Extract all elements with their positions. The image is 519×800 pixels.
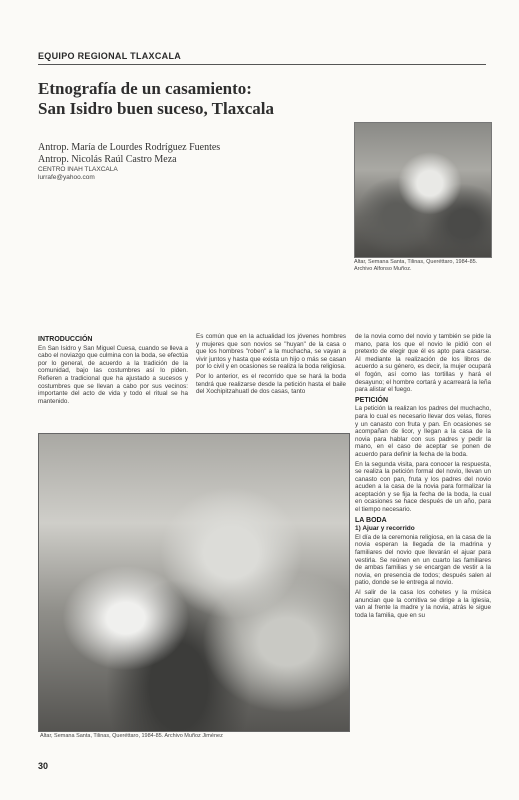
heading-introduccion: INTRODUCCIÓN [38,336,93,343]
subheading-ajuar: 1) Ajuar y recorrido [355,525,415,533]
paragraph: de la novia como del novio y también se pide la mano, para los que el novio le pidió con el pretexto de elegir que él es apto para casarse. Al mediante la realización de los libros de acuerdo a su género, es decir, la mujer ocupará el fogón, así como las tortillas y hará el desayuno; el hombre cortará y acarreará la leña para alistar el fuego. [355,333,491,394]
photo-main-caption: Altar, Semana Santa, Tilinas, Queréttaro, 1984-85. Archivo Muñoz Jiménez [40,733,223,739]
heading-la-boda: LA BODA [355,516,387,524]
column-1 [38,333,188,407]
paragraph: En la segunda visita, para conocer la respuesta, se realiza la petición formal del novio, llevan un canasto con pan, fruta y los padres del novio acuden a la casa de la novia para formalizar la aceptación y se fija la fecha de la boda, la cual en ocasiones se hace después de un año, para el tiempo necesario. [355,460,491,514]
paragraph: El día de la ceremonia religiosa, en la casa de la novia esperan la llegada de la madrina y familiares del novio que llevarán el ajuar para vestirla. Se reúnen en un cuarto las familiares de ambas familias y se encargan de vestir a la novia, en presencia de todos; después salen al patio, donde se le entrega al novio. [355,533,491,587]
authors-block [38,142,338,182]
title-line-2: San Isidro buen suceso, Tlaxcala [38,99,275,118]
paragraph: Es común que en la actualidad los jóvenes hombres y mujeres que son novios se "huyan" de la casa o que los hombres "roben" a la muchacha, se vayan a vivir juntos y hasta que exista un hijo o más se casan por lo civil y en ocasiones se realiza la boda religiosa. [196,333,346,371]
paragraph: Por lo anterior, es el recorrido que se hará la boda tendrá que realizarse desde la petición hasta el baile del Xochipitzahuatl de dos casas, tanto [196,372,346,396]
title-line-1: Etnografía de un casamiento: [38,79,252,98]
heading-peticion: PETICIÓN [355,396,389,404]
paragraph: En San Isidro y San Miguel Cuesa, cuando se lleva a cabo el noviazgo que culmina con la boda, se efectúa por lo general, de acuerdo a la tradición de la comunidad, bajo las costumbres así lo piden. Refieren a tradicional que ha ajustado a sucesos y costumbres que se llevan a cabo por sus vecinos: importante del acto de vida y todo el ritual se ha mantenido. [38,344,188,405]
author-2: Antrop. Nicolás Raúl Castro Meza [38,154,177,165]
article-title [38,79,338,119]
affiliation: CENTRO INAH TLAXCALA [38,166,118,173]
column-3 [355,333,491,621]
column-2 [196,333,346,398]
photo-top-caption: Altar, Semana Santa, Tilinas, Queréttaro, 1984-85. Archivo Alfonso Muñoz. [354,259,478,272]
author-email: lurrafe@yahoo.com [38,174,95,181]
section-tag: EQUIPO REGIONAL TLAXCALA [38,51,182,61]
header-rule [38,64,486,65]
page-number: 30 [38,761,49,771]
photo-altar-main [38,433,350,732]
paragraph: Al salir de la casa los cohetes y la música anuncian que la comitiva se dirige a la iglesia, van al frente la madre y la novia, atrás le sigue toda la familia, que en su [355,589,491,619]
photo-altar-top [354,122,492,258]
author-1: Antrop. María de Lourdes Rodríguez Fuentes [38,142,221,153]
paragraph: La petición la realizan los padres del muchacho, para lo cual es necesario llevar dos velas, flores y un canasto con fruta y pan. En ocasiones se acompañan de licor, y llegan a la casa de la novia para hablar con sus padres y pedir la mano, en el caso de aceptar se ponen de acuerdo para definir la fecha de la boda. [355,405,491,458]
